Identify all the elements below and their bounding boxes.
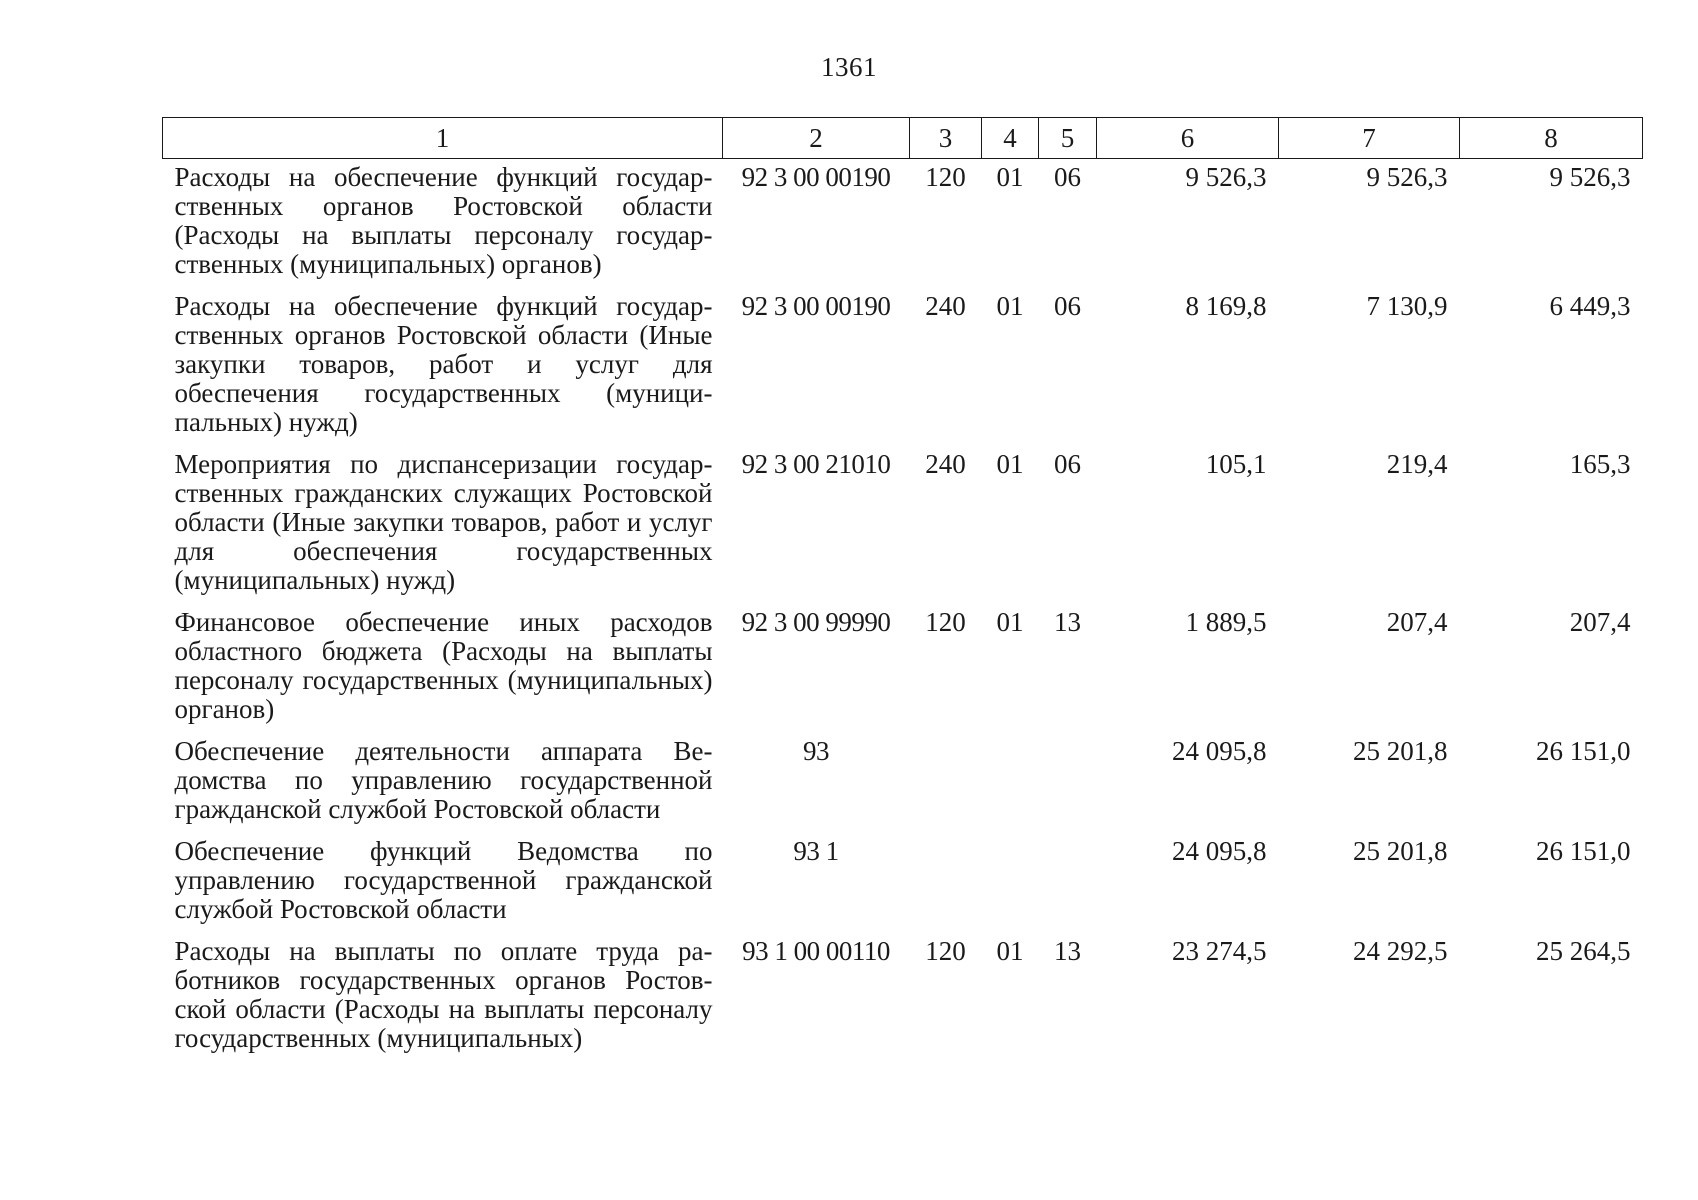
- row-amount-col8: 9 526,3: [1549, 162, 1631, 192]
- row-description: Мероприятия по диспансеризации государственных гражданских служащих Ростовской области (Иные закупки товаров, работ и услуг для обеспечения государственных (муниципальных) нужд): [174, 449, 713, 595]
- row-section: [982, 733, 1039, 833]
- row-section: [982, 833, 1039, 933]
- table-body: [163, 159, 1643, 1063]
- header-col-4: 4: [982, 118, 1039, 159]
- row-amount-col8: 6 449,3: [1549, 291, 1631, 321]
- row-subsection: 13: [1054, 936, 1081, 966]
- table-header: [163, 118, 1643, 159]
- row-expense-type: 240: [925, 449, 966, 479]
- row-amount-col6: 24 095,8: [1172, 836, 1267, 866]
- header-col-1: 1: [163, 118, 723, 159]
- table-row: [163, 733, 1643, 833]
- row-expense-type: 120: [925, 607, 966, 637]
- row-amount-col7: 207,4: [1386, 607, 1448, 637]
- table-row: [163, 288, 1643, 446]
- row-expense-type: 120: [925, 162, 966, 192]
- header-row: [163, 118, 1643, 159]
- header-col-2: 2: [723, 118, 910, 159]
- row-target-code: 92 3 00 00190: [741, 162, 891, 192]
- row-expense-type: [910, 833, 982, 933]
- row-description: Финансовое обеспечение иных расходов областного бюджета (Расходы на выплаты персоналу государственных (муниципальных) органов): [174, 607, 713, 724]
- header-col-5: 5: [1039, 118, 1097, 159]
- row-amount-col8: 26 151,0: [1536, 736, 1631, 766]
- table-row: [163, 446, 1643, 604]
- row-expense-type: 240: [925, 291, 966, 321]
- table-row: [163, 159, 1643, 289]
- row-amount-col8: 207,4: [1569, 607, 1631, 637]
- table-row: [163, 933, 1643, 1062]
- row-subsection: [1039, 833, 1097, 933]
- row-description: Расходы на выплаты по оплате труда работников государственных органов Ростовской области (Расходы на выплаты персоналу государственных (муниципальных): [174, 936, 713, 1053]
- row-amount-col7: 9 526,3: [1366, 162, 1448, 192]
- row-amount-col6: 1 889,5: [1185, 607, 1267, 637]
- header-col-3: 3: [910, 118, 982, 159]
- row-amount-col6: 24 095,8: [1172, 736, 1267, 766]
- row-amount-col7: 7 130,9: [1366, 291, 1448, 321]
- row-section: 01: [996, 162, 1024, 192]
- row-subsection: [1039, 733, 1097, 833]
- row-amount-col8: 25 264,5: [1536, 936, 1631, 966]
- row-target-code: 93 1: [793, 836, 839, 866]
- row-amount-col8: 26 151,0: [1536, 836, 1631, 866]
- row-section: 01: [996, 936, 1024, 966]
- row-section: 01: [996, 607, 1024, 637]
- row-subsection: 06: [1054, 449, 1081, 479]
- row-subsection: 13: [1054, 607, 1081, 637]
- row-subsection: 06: [1054, 291, 1081, 321]
- row-amount-col7: 219,4: [1386, 449, 1448, 479]
- budget-table: [162, 117, 1643, 1062]
- row-description: Расходы на обеспечение функций государственных органов Ростовской области (Иные закупки товаров, работ и услуг для обеспечения государственных (муниципальных) нужд): [174, 291, 713, 437]
- row-amount-col6: 9 526,3: [1185, 162, 1267, 192]
- row-section: 01: [996, 449, 1024, 479]
- row-expense-type: 120: [925, 936, 966, 966]
- row-target-code: 92 3 00 00190: [741, 291, 891, 321]
- header-col-7: 7: [1279, 118, 1460, 159]
- row-description: Обеспечение деятельности аппарата Ведомства по управлению государственной гражданской службой Ростовской области: [174, 736, 713, 824]
- row-description: Обеспечение функций Ведомства по управлению государственной гражданской службой Ростовской области: [174, 836, 713, 924]
- page-number: 1361: [821, 52, 877, 82]
- row-subsection: 06: [1054, 162, 1081, 192]
- row-amount-col7: 25 201,8: [1353, 836, 1448, 866]
- row-amount-col7: 25 201,8: [1353, 736, 1448, 766]
- row-target-code: 92 3 00 21010: [741, 449, 891, 479]
- row-target-code: 93 1 00 00110: [742, 936, 890, 966]
- row-amount-col7: 24 292,5: [1353, 936, 1448, 966]
- row-section: 01: [996, 291, 1024, 321]
- row-description: Расходы на обеспечение функций государственных органов Ростовской области (Расходы на выплаты персоналу государственных (муниципальных) органов): [174, 162, 713, 279]
- row-amount-col6: 105,1: [1205, 449, 1267, 479]
- header-col-8: 8: [1460, 118, 1643, 159]
- table-row: [163, 604, 1643, 733]
- row-amount-col8: 165,3: [1569, 449, 1631, 479]
- row-target-code: 93: [803, 736, 829, 766]
- row-target-code: 92 3 00 99990: [741, 607, 891, 637]
- row-amount-col6: 23 274,5: [1172, 936, 1267, 966]
- row-expense-type: [910, 733, 982, 833]
- header-col-6: 6: [1097, 118, 1279, 159]
- row-amount-col6: 8 169,8: [1185, 291, 1267, 321]
- table-row: [163, 833, 1643, 933]
